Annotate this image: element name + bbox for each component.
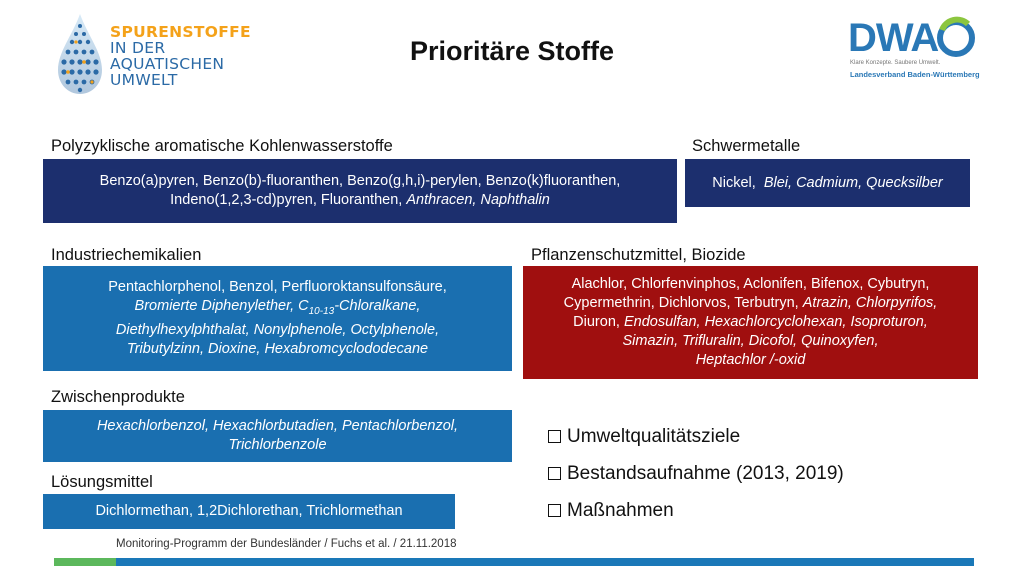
dwa-tagline: Klare Konzepte. Saubere Umwelt. <box>850 60 941 66</box>
footer-bar-green <box>54 558 116 566</box>
industrie-line-1: Pentachlorphenol, Benzol, Perfluoroktansulfonsäure, <box>108 279 447 296</box>
dwa-wordmark: DWA <box>848 16 939 60</box>
section-label-zwischen: Zwischenprodukte <box>51 388 185 406</box>
industrie-line-4: Tributylzinn, Dioxine, Hexabromcyclododecane <box>126 340 429 357</box>
dwa-circle-icon <box>934 16 978 60</box>
loesung-box <box>43 494 455 529</box>
pflanzenschutz-line-1: Alachlor, Chlorfenvinphos, Aclonifen, Bifenox, Cybutryn, <box>571 276 930 292</box>
dwa-subtitle: Landesverband Baden-Württemberg <box>850 70 980 79</box>
pflanzenschutz-line-3: Diuron, <box>573 314 624 330</box>
bullet-text-1: Umweltqualitätsziele <box>567 425 741 447</box>
bullet-item <box>548 455 844 492</box>
zwischen-line-2: Trichlorbenzole <box>228 437 327 453</box>
bullet-text-2: Bestandsaufnahme (2013, 2019) <box>567 462 844 484</box>
industrie-line-2-post: -Chloralkane, <box>334 298 421 315</box>
section-label-industrie: Industriechemikalien <box>51 246 202 264</box>
industrie-line-2: Bromierte Diphenylether, C <box>134 298 309 315</box>
dwa-logo <box>846 10 986 82</box>
footer-bar-blue <box>116 558 974 566</box>
pflanzenschutz-line-2-italic: Atrazin, Chlorpyrifos, <box>802 295 938 311</box>
footer-citation: Monitoring-Programm der Bundesländer / Fuchs et al. / 21.11.2018 <box>116 538 457 550</box>
bullet-item <box>548 418 844 455</box>
industrie-line-3: Diethylhexylphthalat, Nonylphenole, Octylphenole, <box>115 321 440 338</box>
pflanzenschutz-line-5: Heptachlor /-oxid <box>695 352 806 368</box>
bullet-item <box>548 492 844 529</box>
schwermetalle-normal: Nickel, <box>712 174 756 191</box>
section-label-schwermetalle: Schwermetalle <box>692 137 801 155</box>
pak-line-1: Benzo(a)pyren, Benzo(b)-fluoranthen, Benzo(g,h,i)-perylen, Benzo(k)fluoranthen, <box>99 173 621 189</box>
zwischen-box <box>43 410 512 462</box>
checkbox-icon <box>548 504 561 517</box>
schwermetalle-box <box>685 159 970 207</box>
schwermetalle-italic: Blei, Cadmium, Quecksilber <box>763 174 943 191</box>
logo-line-3: AQUATISCHEN <box>110 55 225 73</box>
loesung-text: Dichlormethan, 1,2Dichlorethan, Trichlormethan <box>95 503 403 519</box>
logo-line-2: IN DER <box>110 39 166 57</box>
bullet-list <box>548 418 844 529</box>
pflanzenschutz-line-2: Cypermethrin, Dichlorvos, Terbutryn, <box>563 295 803 311</box>
bullet-text-3: Maßnahmen <box>567 499 674 521</box>
industrie-line-2-sub: 10-13 <box>308 305 335 317</box>
page-title: Prioritäre Stoffe <box>409 36 615 66</box>
section-label-pak: Polyzyklische aromatische Kohlenwasserstoffe <box>51 137 393 155</box>
checkbox-icon <box>548 430 561 443</box>
pflanzenschutz-line-4: Simazin, Trifluralin, Dicofol, Quinoxyfen, <box>622 333 879 349</box>
pflanzenschutz-line-3-italic: Endosulfan, Hexachlorcyclohexan, Isoproturon, <box>623 314 928 330</box>
industrie-box <box>43 266 512 371</box>
pak-line-2: Indeno(1,2,3-cd)pyren, Fluoranthen, <box>170 192 407 208</box>
logo-line-1: SPURENSTOFFE <box>110 23 251 41</box>
section-label-pflanzenschutz: Pflanzenschutzmittel, Biozide <box>531 246 746 264</box>
pak-line-2-italic: Anthracen, Naphthalin <box>406 192 550 208</box>
section-label-loesung: Lösungsmittel <box>51 473 153 491</box>
pak-box <box>43 159 677 223</box>
pflanzenschutz-box <box>523 266 978 379</box>
logo-line-4: UMWELT <box>110 71 178 89</box>
zwischen-line-1: Hexachlorbenzol, Hexachlorbutadien, Pentachlorbenzol, <box>96 418 459 434</box>
checkbox-icon <box>548 467 561 480</box>
